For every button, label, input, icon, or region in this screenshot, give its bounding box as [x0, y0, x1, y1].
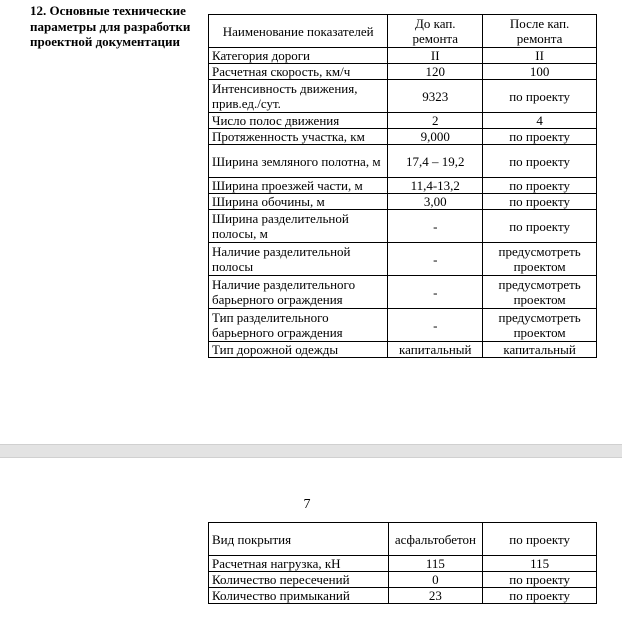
- table-row: [209, 243, 597, 276]
- before-value-cell: 2: [388, 113, 483, 129]
- parameter-name-cell: Ширина земляного полотна, м: [209, 145, 388, 178]
- parameter-name-cell: Количество примыканий: [209, 588, 389, 604]
- parameter-name-cell: Тип разделительного барьерного ограждения: [209, 309, 388, 342]
- after-value-cell: капитальный: [483, 342, 597, 358]
- table-row: [209, 276, 597, 309]
- parameter-name-cell: Расчетная нагрузка, кН: [209, 556, 389, 572]
- section-heading: 12. Основные технические параметры для разработки проектной документации: [30, 3, 191, 49]
- before-value-cell: 17,4 – 19,2: [388, 145, 483, 178]
- before-value-cell: 9,000: [388, 129, 483, 145]
- after-value-cell: 4: [483, 113, 597, 129]
- after-value-cell: по проекту: [483, 194, 597, 210]
- table-row: [209, 210, 597, 243]
- table-header-row: [209, 15, 597, 48]
- before-value-cell: 23: [388, 588, 483, 604]
- table-row: [209, 129, 597, 145]
- before-value-cell: 3,00: [388, 194, 483, 210]
- before-value-cell: -: [388, 243, 483, 276]
- after-value-cell: по проекту: [483, 588, 597, 604]
- parameter-name-cell: Количество пересечений: [209, 572, 389, 588]
- before-value-cell: -: [388, 210, 483, 243]
- before-value-cell: -: [388, 309, 483, 342]
- after-value-cell: 115: [483, 556, 597, 572]
- after-value-cell: II: [483, 48, 597, 64]
- after-value-cell: по проекту: [483, 210, 597, 243]
- table-row: [209, 113, 597, 129]
- header-cell: После кап. ремонта: [483, 15, 597, 48]
- after-value-cell: по проекту: [483, 523, 597, 556]
- parameter-name-cell: Категория дороги: [209, 48, 388, 64]
- parameters-table: [208, 14, 597, 358]
- before-value-cell: асфальтобетон: [388, 523, 483, 556]
- table-row: [209, 556, 597, 572]
- parameters-table-continued: [208, 522, 597, 604]
- parameter-name-cell: Наличие разделительного барьерного ограждения: [209, 276, 388, 309]
- table-row: [209, 80, 597, 113]
- before-value-cell: капитальный: [388, 342, 483, 358]
- before-value-cell: II: [388, 48, 483, 64]
- before-value-cell: -: [388, 276, 483, 309]
- parameter-name-cell: Протяженность участка, км: [209, 129, 388, 145]
- parameter-name-cell: Расчетная скорость, км/ч: [209, 64, 388, 80]
- before-value-cell: 9323: [388, 80, 483, 113]
- parameter-name-cell: Ширина проезжей части, м: [209, 178, 388, 194]
- table-row: [209, 588, 597, 604]
- after-value-cell: по проекту: [483, 129, 597, 145]
- after-value-cell: по проекту: [483, 80, 597, 113]
- after-value-cell: предусмотреть проектом: [483, 243, 597, 276]
- parameter-name-cell: Ширина разделительной полосы, м: [209, 210, 388, 243]
- table-row: [209, 523, 597, 556]
- before-value-cell: 120: [388, 64, 483, 80]
- page-divider: [0, 444, 622, 458]
- before-value-cell: 0: [388, 572, 483, 588]
- header-cell: Наименование показателей: [209, 15, 388, 48]
- after-value-cell: предусмотреть проектом: [483, 309, 597, 342]
- page-number: 7: [303, 497, 311, 512]
- before-value-cell: 115: [388, 556, 483, 572]
- table-row: [209, 178, 597, 194]
- parameter-name-cell: Ширина обочины, м: [209, 194, 388, 210]
- table-row: [209, 64, 597, 80]
- after-value-cell: по проекту: [483, 572, 597, 588]
- parameter-name-cell: Вид покрытия: [209, 523, 389, 556]
- parameter-name-cell: Наличие разделительной полосы: [209, 243, 388, 276]
- after-value-cell: 100: [483, 64, 597, 80]
- table-row: [209, 145, 597, 178]
- parameter-name-cell: Интенсивность движения, прив.ед./сут.: [209, 80, 388, 113]
- table-row: [209, 309, 597, 342]
- table-row: [209, 572, 597, 588]
- after-value-cell: по проекту: [483, 178, 597, 194]
- header-cell: До кап. ремонта: [388, 15, 483, 48]
- table-row: [209, 342, 597, 358]
- table-row: [209, 194, 597, 210]
- parameter-name-cell: Тип дорожной одежды: [209, 342, 388, 358]
- parameter-name-cell: Число полос движения: [209, 113, 388, 129]
- table-row: [209, 48, 597, 64]
- before-value-cell: 11,4-13,2: [388, 178, 483, 194]
- after-value-cell: предусмотреть проектом: [483, 276, 597, 309]
- after-value-cell: по проекту: [483, 145, 597, 178]
